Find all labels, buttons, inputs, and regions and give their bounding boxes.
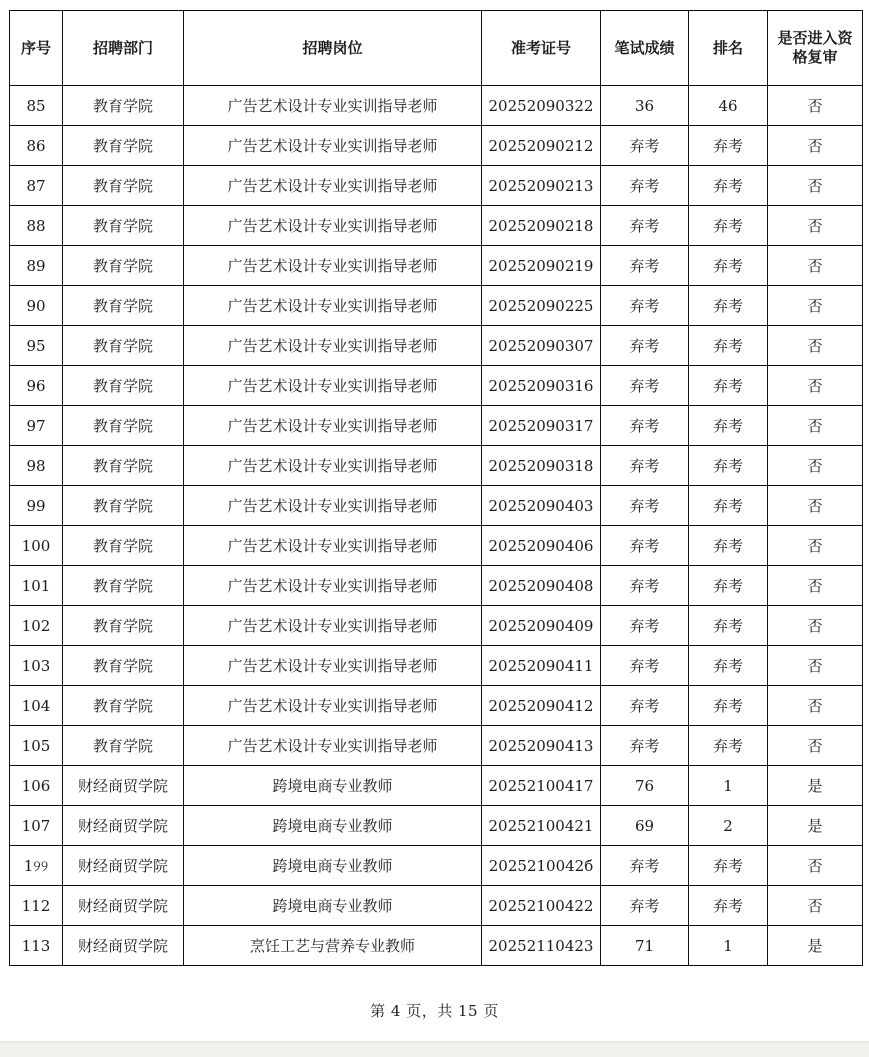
cell-position: 跨境电商专业教师 xyxy=(184,886,482,926)
cell-dept: 教育学院 xyxy=(63,366,184,406)
cell-rank: 弃考 xyxy=(689,326,768,366)
cell-ticket: 20252090317 xyxy=(482,406,601,446)
cell-review: 否 xyxy=(768,686,863,726)
cell-seq: 106 xyxy=(10,766,63,806)
table-row xyxy=(10,246,863,286)
header-seq: 序号 xyxy=(10,11,63,86)
cell-seq: 89 xyxy=(10,246,63,286)
header-row xyxy=(10,11,863,86)
table-header xyxy=(10,11,863,86)
cell-score: 弃考 xyxy=(601,886,689,926)
cell-dept: 财经商贸学院 xyxy=(63,766,184,806)
results-table xyxy=(9,10,863,966)
cell-position: 广告艺术设计专业实训指导老师 xyxy=(184,86,482,126)
cell-rank: 弃考 xyxy=(689,606,768,646)
table-row xyxy=(10,406,863,446)
cell-position: 广告艺术设计专业实训指导老师 xyxy=(184,726,482,766)
cell-review: 是 xyxy=(768,766,863,806)
cell-review: 否 xyxy=(768,486,863,526)
table-row xyxy=(10,886,863,926)
cell-ticket: 20252090409 xyxy=(482,606,601,646)
cell-review: 否 xyxy=(768,406,863,446)
cell-position: 广告艺术设计专业实训指导老师 xyxy=(184,526,482,566)
cell-ticket: 20252090307 xyxy=(482,326,601,366)
cell-rank: 弃考 xyxy=(689,366,768,406)
cell-score: 弃考 xyxy=(601,846,689,886)
cell-position: 跨境电商专业教师 xyxy=(184,766,482,806)
cell-rank: 弃考 xyxy=(689,686,768,726)
table-row xyxy=(10,846,863,886)
cell-dept: 教育学院 xyxy=(63,166,184,206)
cell-position: 广告艺术设计专业实训指导老师 xyxy=(184,126,482,166)
cell-review: 否 xyxy=(768,886,863,926)
cell-score: 71 xyxy=(601,926,689,966)
cell-ticket: 20252090213 xyxy=(482,166,601,206)
cell-dept: 教育学院 xyxy=(63,566,184,606)
header-dept: 招聘部门 xyxy=(63,11,184,86)
cell-seq: 102 xyxy=(10,606,63,646)
table-row xyxy=(10,206,863,246)
cell-review: 否 xyxy=(768,166,863,206)
table-row xyxy=(10,166,863,206)
cell-score: 弃考 xyxy=(601,686,689,726)
cell-rank: 2 xyxy=(689,806,768,846)
cell-dept: 财经商贸学院 xyxy=(63,926,184,966)
cell-rank: 弃考 xyxy=(689,406,768,446)
cell-position: 跨境电商专业教师 xyxy=(184,806,482,846)
cell-position: 广告艺术设计专业实训指导老师 xyxy=(184,566,482,606)
cell-review: 否 xyxy=(768,446,863,486)
cell-ticket: 20252090212 xyxy=(482,126,601,166)
table-row xyxy=(10,486,863,526)
page-number: 第 4 页，共 15 页 xyxy=(370,1002,499,1020)
cell-seq: 104 xyxy=(10,686,63,726)
cell-position: 广告艺术设计专业实训指导老师 xyxy=(184,366,482,406)
cell-position: 跨境电商专业教师 xyxy=(184,846,482,886)
cell-rank: 46 xyxy=(689,86,768,126)
cell-review: 是 xyxy=(768,926,863,966)
table-row xyxy=(10,286,863,326)
cell-dept: 教育学院 xyxy=(63,246,184,286)
cell-rank: 弃考 xyxy=(689,166,768,206)
cell-dept: 教育学院 xyxy=(63,286,184,326)
cell-position: 广告艺术设计专业实训指导老师 xyxy=(184,606,482,646)
cell-ticket: 20252090403 xyxy=(482,486,601,526)
cell-dept: 教育学院 xyxy=(63,646,184,686)
cell-review: 否 xyxy=(768,326,863,366)
cell-dept: 教育学院 xyxy=(63,126,184,166)
cell-seq: 96 xyxy=(10,366,63,406)
cell-position: 广告艺术设计专业实训指导老师 xyxy=(184,406,482,446)
cell-position: 广告艺术设计专业实训指导老师 xyxy=(184,286,482,326)
cell-ticket: 20252090318 xyxy=(482,446,601,486)
cell-rank: 弃考 xyxy=(689,206,768,246)
cell-score: 弃考 xyxy=(601,326,689,366)
cell-review: 否 xyxy=(768,566,863,606)
cell-rank: 1 xyxy=(689,926,768,966)
cell-ticket: 20252090218 xyxy=(482,206,601,246)
cell-dept: 教育学院 xyxy=(63,606,184,646)
cell-score: 弃考 xyxy=(601,606,689,646)
cell-dept: 教育学院 xyxy=(63,326,184,366)
cell-seq: 86 xyxy=(10,126,63,166)
cell-position: 烹饪工艺与营养专业教师 xyxy=(184,926,482,966)
cell-review: 否 xyxy=(768,86,863,126)
cell-seq: 88 xyxy=(10,206,63,246)
table-row xyxy=(10,366,863,406)
cell-ticket: 20252090413 xyxy=(482,726,601,766)
cell-dept: 教育学院 xyxy=(63,686,184,726)
cell-score: 弃考 xyxy=(601,406,689,446)
cell-dept: 教育学院 xyxy=(63,726,184,766)
cell-dept: 财经商贸学院 xyxy=(63,806,184,846)
table-row xyxy=(10,566,863,606)
cell-rank: 弃考 xyxy=(689,726,768,766)
cell-ticket: 20252090316 xyxy=(482,366,601,406)
cell-position: 广告艺术设计专业实训指导老师 xyxy=(184,326,482,366)
cell-ticket: 20252090225 xyxy=(482,286,601,326)
table-row xyxy=(10,126,863,166)
cell-ticket: 20252090411 xyxy=(482,646,601,686)
cell-review: 否 xyxy=(768,366,863,406)
cell-score: 36 xyxy=(601,86,689,126)
cell-dept: 教育学院 xyxy=(63,86,184,126)
cell-review: 否 xyxy=(768,126,863,166)
cell-ticket: 20252100421 xyxy=(482,806,601,846)
cell-seq: 100 xyxy=(10,526,63,566)
cell-score: 69 xyxy=(601,806,689,846)
cell-seq: 99 xyxy=(10,486,63,526)
header-rank: 排名 xyxy=(689,11,768,86)
cell-review: 否 xyxy=(768,206,863,246)
cell-ticket: 20252090408 xyxy=(482,566,601,606)
cell-score: 弃考 xyxy=(601,246,689,286)
header-position: 招聘岗位 xyxy=(184,11,482,86)
cell-rank: 弃考 xyxy=(689,246,768,286)
cell-position: 广告艺术设计专业实训指导老师 xyxy=(184,646,482,686)
cell-position: 广告艺术设计专业实训指导老师 xyxy=(184,246,482,286)
cell-rank: 弃考 xyxy=(689,526,768,566)
cell-review: 否 xyxy=(768,286,863,326)
cell-rank: 弃考 xyxy=(689,646,768,686)
table-row xyxy=(10,766,863,806)
cell-ticket: 2025210042б xyxy=(482,846,601,886)
cell-seq: 85 xyxy=(10,86,63,126)
header-ticket: 准考证号 xyxy=(482,11,601,86)
table-row xyxy=(10,526,863,566)
cell-seq: 98 xyxy=(10,446,63,486)
cell-score: 弃考 xyxy=(601,646,689,686)
cell-review: 否 xyxy=(768,526,863,566)
cell-score: 弃考 xyxy=(601,206,689,246)
table-row xyxy=(10,686,863,726)
results-table-wrapper xyxy=(9,10,862,966)
cell-score: 弃考 xyxy=(601,286,689,326)
cell-ticket: 20252100422 xyxy=(482,886,601,926)
cell-seq: 113 xyxy=(10,926,63,966)
cell-seq: 112 xyxy=(10,886,63,926)
cell-review: 否 xyxy=(768,606,863,646)
table-row xyxy=(10,446,863,486)
cell-dept: 财经商贸学院 xyxy=(63,886,184,926)
cell-rank: 弃考 xyxy=(689,446,768,486)
table-row xyxy=(10,926,863,966)
cell-ticket: 20252090412 xyxy=(482,686,601,726)
cell-rank: 弃考 xyxy=(689,486,768,526)
cell-dept: 教育学院 xyxy=(63,206,184,246)
cell-dept: 教育学院 xyxy=(63,446,184,486)
cell-position: 广告艺术设计专业实训指导老师 xyxy=(184,206,482,246)
cell-ticket: 20252090322 xyxy=(482,86,601,126)
header-review: 是否进入资格复审 xyxy=(768,11,863,86)
cell-score: 弃考 xyxy=(601,566,689,606)
cell-seq: 87 xyxy=(10,166,63,206)
cell-seq: 103 xyxy=(10,646,63,686)
cell-dept: 教育学院 xyxy=(63,406,184,446)
cell-rank: 弃考 xyxy=(689,126,768,166)
cell-review: 否 xyxy=(768,246,863,286)
cell-seq: 105 xyxy=(10,726,63,766)
cell-ticket: 20252090406 xyxy=(482,526,601,566)
cell-review: 否 xyxy=(768,646,863,686)
header-score: 笔试成绩 xyxy=(601,11,689,86)
cell-review: 否 xyxy=(768,846,863,886)
cell-score: 弃考 xyxy=(601,526,689,566)
table-body xyxy=(10,86,863,966)
cell-dept: 教育学院 xyxy=(63,526,184,566)
cell-score: 76 xyxy=(601,766,689,806)
cell-score: 弃考 xyxy=(601,366,689,406)
cell-ticket: 20252110423 xyxy=(482,926,601,966)
cell-ticket: 20252100417 xyxy=(482,766,601,806)
cell-seq: 90 xyxy=(10,286,63,326)
cell-score: 弃考 xyxy=(601,486,689,526)
cell-seq: 1୨୨ xyxy=(10,846,63,886)
table-row xyxy=(10,646,863,686)
viewer-bottom-bar xyxy=(0,1041,869,1057)
table-row xyxy=(10,86,863,126)
table-row xyxy=(10,326,863,366)
cell-rank: 弃考 xyxy=(689,846,768,886)
cell-seq: 107 xyxy=(10,806,63,846)
cell-seq: 97 xyxy=(10,406,63,446)
cell-review: 否 xyxy=(768,726,863,766)
cell-dept: 财经商贸学院 xyxy=(63,846,184,886)
cell-score: 弃考 xyxy=(601,446,689,486)
cell-dept: 教育学院 xyxy=(63,486,184,526)
table-row xyxy=(10,726,863,766)
table-row xyxy=(10,806,863,846)
cell-review: 是 xyxy=(768,806,863,846)
cell-position: 广告艺术设计专业实训指导老师 xyxy=(184,166,482,206)
cell-ticket: 20252090219 xyxy=(482,246,601,286)
cell-score: 弃考 xyxy=(601,126,689,166)
cell-rank: 弃考 xyxy=(689,886,768,926)
cell-rank: 弃考 xyxy=(689,286,768,326)
cell-rank: 1 xyxy=(689,766,768,806)
table-row xyxy=(10,606,863,646)
cell-score: 弃考 xyxy=(601,726,689,766)
cell-position: 广告艺术设计专业实训指导老师 xyxy=(184,686,482,726)
cell-position: 广告艺术设计专业实训指导老师 xyxy=(184,446,482,486)
cell-seq: 95 xyxy=(10,326,63,366)
cell-score: 弃考 xyxy=(601,166,689,206)
cell-position: 广告艺术设计专业实训指导老师 xyxy=(184,486,482,526)
cell-rank: 弃考 xyxy=(689,566,768,606)
cell-seq: 101 xyxy=(10,566,63,606)
